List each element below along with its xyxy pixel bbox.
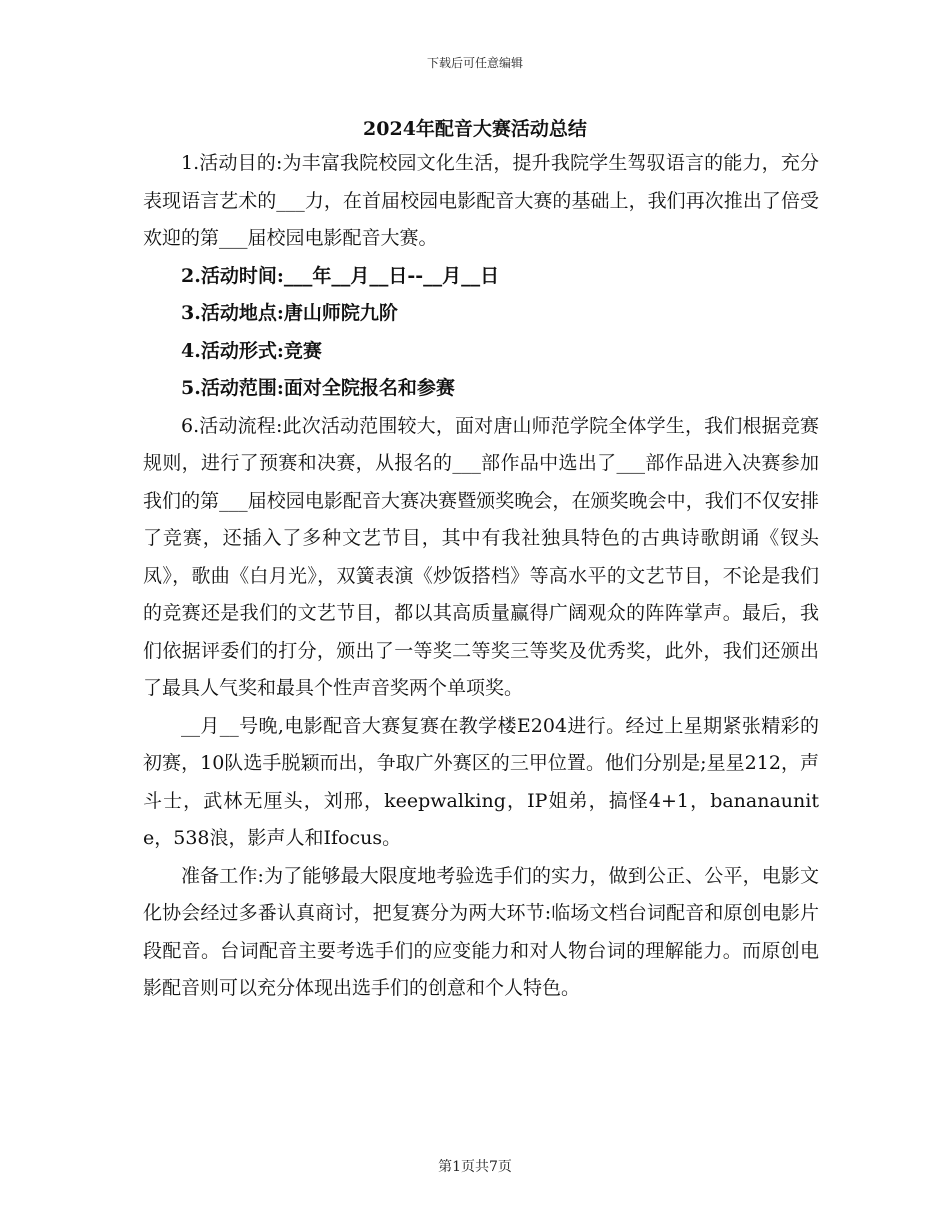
paragraph-semifinal: __月__号晚,电影配音大赛复赛在教学楼E204进行。经过上星期紧张精彩的初赛，10队选手脱颖而出，争取广外赛区的三甲位置。他们分别是;星星212，声斗士，武林无厘头，刘邢，keepwalking，IP姐弟，搞怪4+1，bananaunite，538浪，影声人和Ifocus。 [143, 714, 819, 849]
paragraph-time: 2.活动时间:___年__月__日--__月__日 [181, 264, 500, 287]
paragraph-purpose: 1.活动目的:为丰富我院校园文化生活，提升我院学生驾驭语言的能力，充分表现语言艺术的___力，在首届校园电影配音大赛的基础上，我们再次推出了倍受欢迎的第___届校园电影配音大赛。 [143, 152, 819, 249]
document-body [143, 145, 819, 1008]
paragraph-process: 6.活动流程:此次活动范围较大，面对唐山师范学院全体学生，我们根据竞赛规则，进行了预赛和决赛，从报名的___部作品中选出了___部作品进入决赛参加我们的第___届校园电影配音大赛决赛暨颁奖晚会，在颁奖晚会中，我们不仅安排了竞赛，还插入了多种文艺节目，其中有我社独具特色的古典诗歌朗诵《钗头凤》，歌曲《白月光》，双簧表演《炒饭搭档》等高水平的文艺节目，不论是我们的竞赛还是我们的文艺节目，都以其高质量赢得广阔观众的阵阵掌声。最后，我们依据评委们的打分，颁出了一等奖二等奖三等奖及优秀奖，此外，我们还颁出了最具人气奖和最具个性声音奖两个单项奖。 [143, 414, 819, 699]
page-footer: 第1页共7页 [438, 1159, 512, 1175]
document-title: 2024年配音大赛活动总结 [363, 118, 587, 140]
page-header-note: 下载后可任意编辑 [426, 56, 523, 70]
paragraph-format: 4.活动形式:竞赛 [181, 339, 322, 362]
paragraph-location: 3.活动地点:唐山师院九阶 [181, 302, 398, 324]
paragraph-preparation: 准备工作:为了能够最大限度地考验选手们的实力，做到公正、公平，电影文化协会经过多番认真商讨，把复赛分为两大环节:临场文档台词配音和原创电影片段配音。台词配音主要考选手们的应变能力和对人物台词的理解能力。而原创电影配音则可以充分体现出选手们的创意和个人特色。 [143, 864, 819, 999]
paragraph-scope: 5.活动范围:面对全院报名和参赛 [181, 377, 455, 399]
